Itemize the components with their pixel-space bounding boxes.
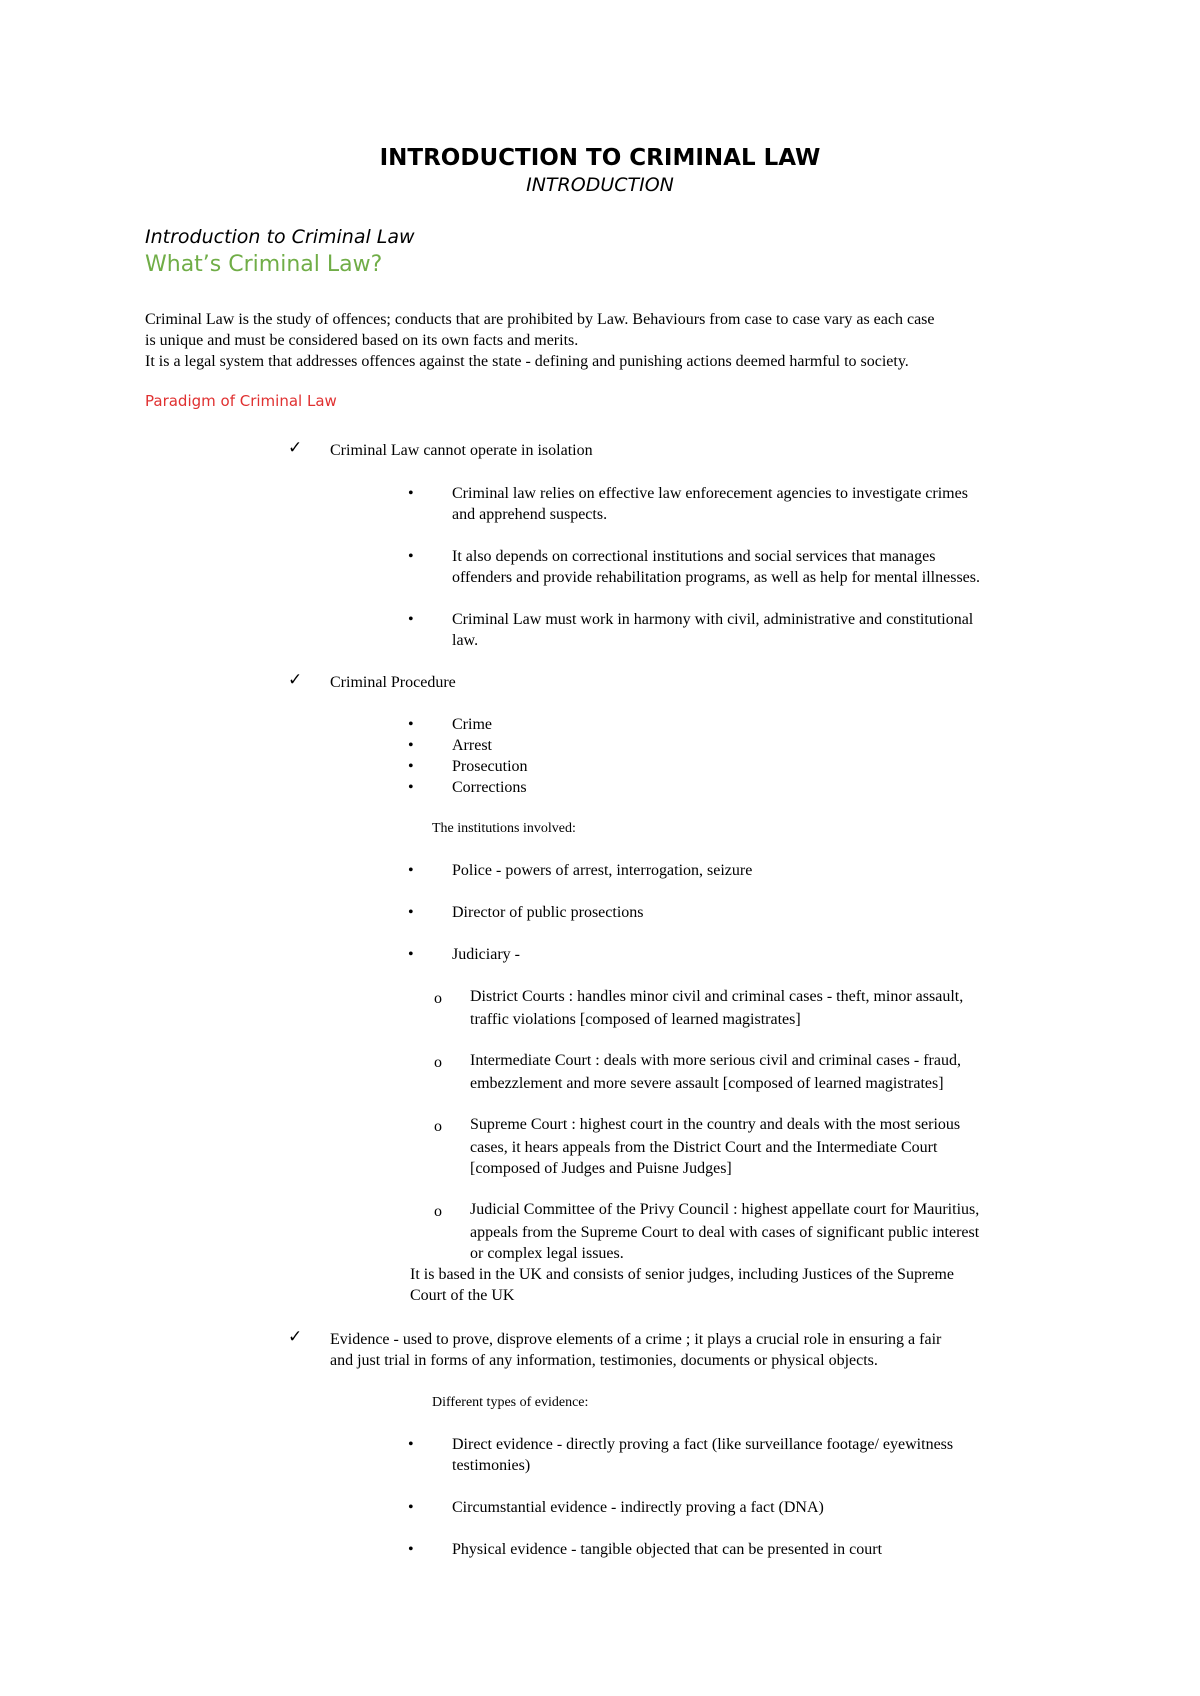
court-4-line-1: Judicial Committee of the Privy Council : highest appellate court for Mauritius, (470, 1201, 980, 1218)
institution-item: Director of public prosections (452, 904, 644, 921)
point-1-item-2-line-2: offenders and provide rehabilitation programs, as well as help for mental illnesses. (452, 569, 980, 586)
privy-note-line-1: It is based in the UK and consists of senior judges, including Justices of the Supreme (410, 1266, 954, 1283)
evidence-type-2: Circumstantial evidence - indirectly proving a fact (DNA) (452, 1499, 824, 1516)
bullet-icon: • (408, 1436, 414, 1453)
document-title: INTRODUCTION TO CRIMINAL LAW (379, 145, 821, 171)
court-1-line-2: traffic violations [composed of learned magistrates] (470, 1011, 801, 1028)
check-icon: ✓ (288, 438, 303, 458)
bullet-icon: • (408, 904, 414, 921)
paradigm-heading: Paradigm of Criminal Law (145, 392, 337, 410)
check-icon: ✓ (288, 1327, 303, 1347)
court-3-line-1: Supreme Court : highest court in the country and deals with the most serious (470, 1116, 961, 1133)
document-subtitle: INTRODUCTION (526, 174, 674, 196)
court-3-line-2: cases, it hears appeals from the District Court and the Intermediate Court (470, 1139, 938, 1156)
court-1-line-1: District Courts : handles minor civil and criminal cases - theft, minor assault, (470, 988, 964, 1005)
evidence-type-1-line-1: Direct evidence - directly proving a fact (like surveillance footage/ eyewitness (452, 1436, 954, 1453)
court-2-line-1: Intermediate Court : deals with more serious civil and criminal cases - fraud, (470, 1052, 961, 1069)
question-heading: What’s Criminal Law? (145, 252, 383, 277)
bullet-icon: • (408, 758, 414, 775)
bullet-icon: • (408, 1541, 414, 1558)
point-1-label: Criminal Law cannot operate in isolation (330, 442, 593, 459)
bullet-icon: • (408, 1499, 414, 1516)
point-3-label-line-2: and just trial in forms of any information, testimonies, documents or physical objects. (330, 1352, 878, 1369)
institutions-label: The institutions involved: (432, 821, 576, 836)
bullet-icon: • (408, 485, 414, 502)
point-1-item-1-line-2: and apprehend suspects. (452, 506, 608, 523)
procedure-stage: Arrest (452, 737, 492, 754)
point-1-item-2-line-1: It also depends on correctional institutions and social services that manages (452, 548, 936, 565)
bullet-icon: • (408, 779, 414, 796)
definition-line-2: is unique and must be considered based on its own facts and merits. (145, 332, 579, 349)
evidence-types-label: Different types of evidence: (432, 1395, 589, 1410)
check-icon: ✓ (288, 670, 303, 690)
sub-bullet-icon: o (434, 990, 442, 1007)
point-3-label-line-1: Evidence - used to prove, disprove elements of a crime ; it plays a crucial role in ensuring a fair (330, 1331, 942, 1348)
bullet-icon: • (408, 862, 414, 879)
procedure-stage: Crime (452, 716, 492, 733)
institution-item: Judiciary - (452, 946, 520, 963)
court-4-line-2: appeals from the Supreme Court to deal with cases of significant public interest (470, 1224, 980, 1241)
court-2-line-2: embezzlement and more severe assault [composed of learned magistrates] (470, 1075, 944, 1092)
bullet-icon: • (408, 716, 414, 733)
court-4-line-3: or complex legal issues. (470, 1245, 624, 1262)
sub-bullet-icon: o (434, 1203, 442, 1220)
bullet-icon: • (408, 946, 414, 963)
sub-bullet-icon: o (434, 1054, 442, 1071)
point-2-label: Criminal Procedure (330, 674, 456, 691)
point-1-item-1-line-1: Criminal law relies on effective law enforecement agencies to investigate crimes (452, 485, 968, 502)
procedure-stage: Corrections (452, 779, 527, 796)
point-1-item-3-line-1: Criminal Law must work in harmony with civil, administrative and constitutional (452, 611, 974, 628)
evidence-type-3: Physical evidence - tangible objected that can be presented in court (452, 1541, 883, 1558)
court-3-line-3: [composed of Judges and Puisne Judges] (470, 1160, 732, 1177)
definition-line-3: It is a legal system that addresses offences against the state - defining and punishing actions deemed harmful to society. (145, 353, 909, 370)
sub-bullet-icon: o (434, 1118, 442, 1135)
section-heading: Introduction to Criminal Law (145, 226, 415, 248)
evidence-type-1-line-2: testimonies) (452, 1457, 531, 1474)
procedure-stage: Prosecution (452, 758, 528, 775)
point-1-item-3-line-2: law. (452, 632, 479, 649)
definition-line-1: Criminal Law is the study of offences; conducts that are prohibited by Law. Behaviours from case to case vary as each case (145, 311, 935, 328)
bullet-icon: • (408, 611, 414, 628)
institution-item: Police - powers of arrest, interrogation, seizure (452, 862, 753, 879)
bullet-icon: • (408, 737, 414, 754)
bullet-icon: • (408, 548, 414, 565)
privy-note-line-2: Court of the UK (410, 1287, 515, 1304)
